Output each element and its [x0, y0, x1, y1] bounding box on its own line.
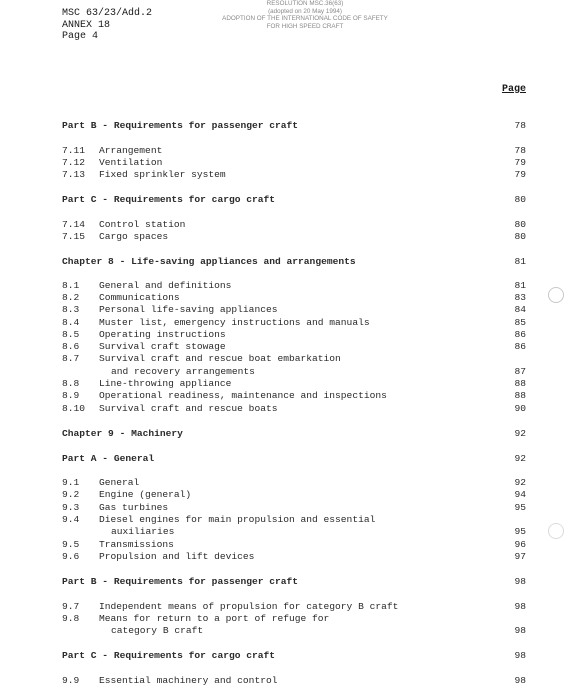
toc-entry-number: 8.7	[62, 353, 80, 364]
toc-entry-title: Arrangement	[99, 145, 163, 156]
toc-heading	[62, 453, 526, 465]
toc-entry	[62, 366, 526, 378]
toc-entry-title: Transmissions	[99, 539, 174, 550]
toc-page-number: 94	[514, 489, 526, 500]
toc-entry	[62, 625, 526, 637]
toc-entry	[62, 157, 526, 169]
resolution-line: ADOPTION OF THE INTERNATIONAL CODE OF SAFETY	[222, 15, 388, 23]
toc-entry	[62, 477, 526, 489]
toc-entry-title: Propulsion and lift devices	[99, 551, 255, 562]
toc-entry-title: Ventilation	[99, 157, 163, 168]
toc-entry	[62, 169, 526, 181]
toc-page-number: 95	[514, 526, 526, 537]
toc-entry	[62, 390, 526, 402]
resolution-line: (adopted on 20 May 1994)	[268, 7, 342, 15]
toc-entry	[62, 231, 526, 243]
toc-entry	[62, 304, 526, 316]
toc-entry-number: 8.10	[62, 403, 86, 414]
toc-entry-title: Survival craft and rescue boats	[99, 403, 278, 414]
toc-entry	[62, 341, 526, 353]
toc-entry	[62, 539, 526, 551]
toc-page-number: 86	[514, 341, 526, 352]
toc-entry	[62, 551, 526, 563]
toc-entry-title: Independent means of propulsion for category B craft	[99, 601, 399, 612]
toc-entry-title: Essential machinery and control	[99, 675, 278, 686]
toc-entry-number: 8.3	[62, 304, 80, 315]
toc-entry-number: 9.7	[62, 601, 80, 612]
resolution-line: RESOLUTION MSC.36(63)	[266, 0, 344, 7]
toc-page-number: 81	[514, 280, 526, 291]
toc-entry-number: 8.1	[62, 280, 80, 291]
toc-entry-number: 7.14	[62, 219, 86, 230]
toc-entry-number: 7.11	[62, 145, 86, 156]
toc-entry-title: Control station	[99, 219, 186, 230]
toc-heading-label: Chapter 8 - Life-saving appliances and arrangements	[62, 256, 356, 267]
toc-entry-title: and recovery arrangements	[111, 366, 255, 377]
toc-page-number: 80	[514, 219, 526, 230]
toc-heading	[62, 120, 526, 132]
doc-symbol: MSC 63/23/Add.2	[62, 8, 153, 19]
toc-page-number: 98	[514, 650, 526, 661]
toc-entry-title: Diesel engines for main propulsion and essential	[99, 514, 376, 525]
toc-entry-number: 8.6	[62, 341, 80, 352]
toc-entry	[62, 145, 526, 157]
toc-heading	[62, 194, 526, 206]
toc-entry-number: 8.5	[62, 329, 80, 340]
toc-entry	[62, 219, 526, 231]
toc-page-number: 79	[514, 157, 526, 168]
toc-page-number: 84	[514, 304, 526, 315]
toc-entry	[62, 489, 526, 501]
toc-entry-title: Fixed sprinkler system	[99, 169, 226, 180]
toc-entry-title: Gas turbines	[99, 502, 169, 513]
toc-page-number: 80	[514, 231, 526, 242]
toc-page-number: 85	[514, 317, 526, 328]
toc-entry-number: 9.8	[62, 613, 80, 624]
toc-entry	[62, 502, 526, 514]
toc-entry-title: Engine (general)	[99, 489, 192, 500]
toc-heading-label: Chapter 9 - Machinery	[62, 428, 183, 439]
toc-page-number: 78	[514, 145, 526, 156]
page-column-label: Page	[501, 84, 526, 95]
toc-page-number: 78	[514, 120, 526, 131]
annex-number: ANNEX 18	[62, 19, 111, 31]
toc-entry	[62, 353, 526, 365]
toc-entry-title: General	[99, 477, 140, 488]
toc-page-number: 98	[514, 675, 526, 686]
toc-entry-title: Personal life-saving appliances	[99, 304, 278, 315]
toc-page-number: 87	[514, 366, 526, 377]
toc-heading-label: Part C - Requirements for cargo craft	[62, 650, 276, 661]
toc-heading-label: Part B - Requirements for passenger craft	[62, 120, 299, 131]
toc-page-number: 79	[514, 169, 526, 180]
toc-entry	[62, 280, 526, 292]
toc-entry-number: 8.8	[62, 378, 80, 389]
toc-heading-label: Part C - Requirements for cargo craft	[62, 194, 276, 205]
toc-entry	[62, 292, 526, 304]
toc-entry-title: Line-throwing appliance	[99, 378, 232, 389]
toc-heading-label: Part B - Requirements for passenger craft	[62, 576, 299, 587]
toc-entry-title: Survival craft and rescue boat embarkation	[99, 353, 341, 364]
toc-entry-title: Survival craft stowage	[99, 341, 226, 352]
toc-entry-number: 9.1	[62, 477, 80, 488]
toc-entry-title: Operational readiness, maintenance and inspections	[99, 390, 387, 401]
toc-entry-number: 7.12	[62, 157, 86, 168]
toc-entry-title: Muster list, emergency instructions and manuals	[99, 317, 370, 328]
toc-entry	[62, 378, 526, 390]
toc-entry	[62, 317, 526, 329]
toc-page-number: 98	[514, 625, 526, 636]
toc-page-number: 90	[514, 403, 526, 414]
toc-entry-number: 8.2	[62, 292, 80, 303]
toc-entry	[62, 675, 526, 687]
toc-page-number: 96	[514, 539, 526, 550]
toc-heading	[62, 428, 526, 440]
toc-page-number: 88	[514, 390, 526, 401]
resolution-stamp	[150, 0, 460, 30]
punch-hole-mark	[548, 523, 564, 539]
toc-page-number: 98	[514, 601, 526, 612]
toc-entry-number: 9.6	[62, 551, 80, 562]
toc-entry-number: 9.2	[62, 489, 80, 500]
toc-entry-number: 9.5	[62, 539, 80, 550]
toc-page-number: 86	[514, 329, 526, 340]
toc-entry	[62, 514, 526, 526]
toc-entry-number: 7.15	[62, 231, 86, 242]
page-number: Page 4	[62, 31, 99, 42]
toc-entry	[62, 403, 526, 415]
toc-page-number: 92	[514, 477, 526, 488]
toc-page-number: 83	[514, 292, 526, 303]
toc-entry	[62, 329, 526, 341]
toc-heading-label: Part A - General	[62, 453, 155, 464]
toc-entry-number: 9.4	[62, 514, 80, 525]
toc-page-number: 81	[514, 256, 526, 267]
toc-page-number: 95	[514, 502, 526, 513]
toc-page-number: 98	[514, 576, 526, 587]
punch-hole-mark	[548, 287, 564, 303]
toc-entry-number: 9.9	[62, 675, 80, 686]
toc-heading	[62, 256, 526, 268]
toc-entry	[62, 526, 526, 538]
toc-entry	[62, 601, 526, 613]
toc-heading	[62, 576, 526, 588]
toc-entry-title: Operating instructions	[99, 329, 226, 340]
toc-entry-title: Communications	[99, 292, 180, 303]
toc-entry-title: Means for return to a port of refuge for	[99, 613, 330, 624]
toc-entry-title: Cargo spaces	[99, 231, 169, 242]
resolution-line: FOR HIGH SPEED CRAFT	[266, 22, 344, 30]
toc-entry-title: auxiliaries	[111, 526, 175, 537]
document-reference	[62, 8, 152, 43]
toc-entry-title: category B craft	[111, 625, 204, 636]
toc-page-number: 88	[514, 378, 526, 389]
toc-entry-number: 8.9	[62, 390, 80, 401]
toc-entry	[62, 613, 526, 625]
toc-page-number: 80	[514, 194, 526, 205]
toc-entry-number: 8.4	[62, 317, 80, 328]
toc-page-number: 92	[514, 428, 526, 439]
toc-heading	[62, 650, 526, 662]
toc-entry-number: 7.13	[62, 169, 86, 180]
toc-page-number: 97	[514, 551, 526, 562]
toc-entry-title: General and definitions	[99, 280, 232, 291]
toc-entry-number: 9.3	[62, 502, 80, 513]
toc-page-number: 92	[514, 453, 526, 464]
